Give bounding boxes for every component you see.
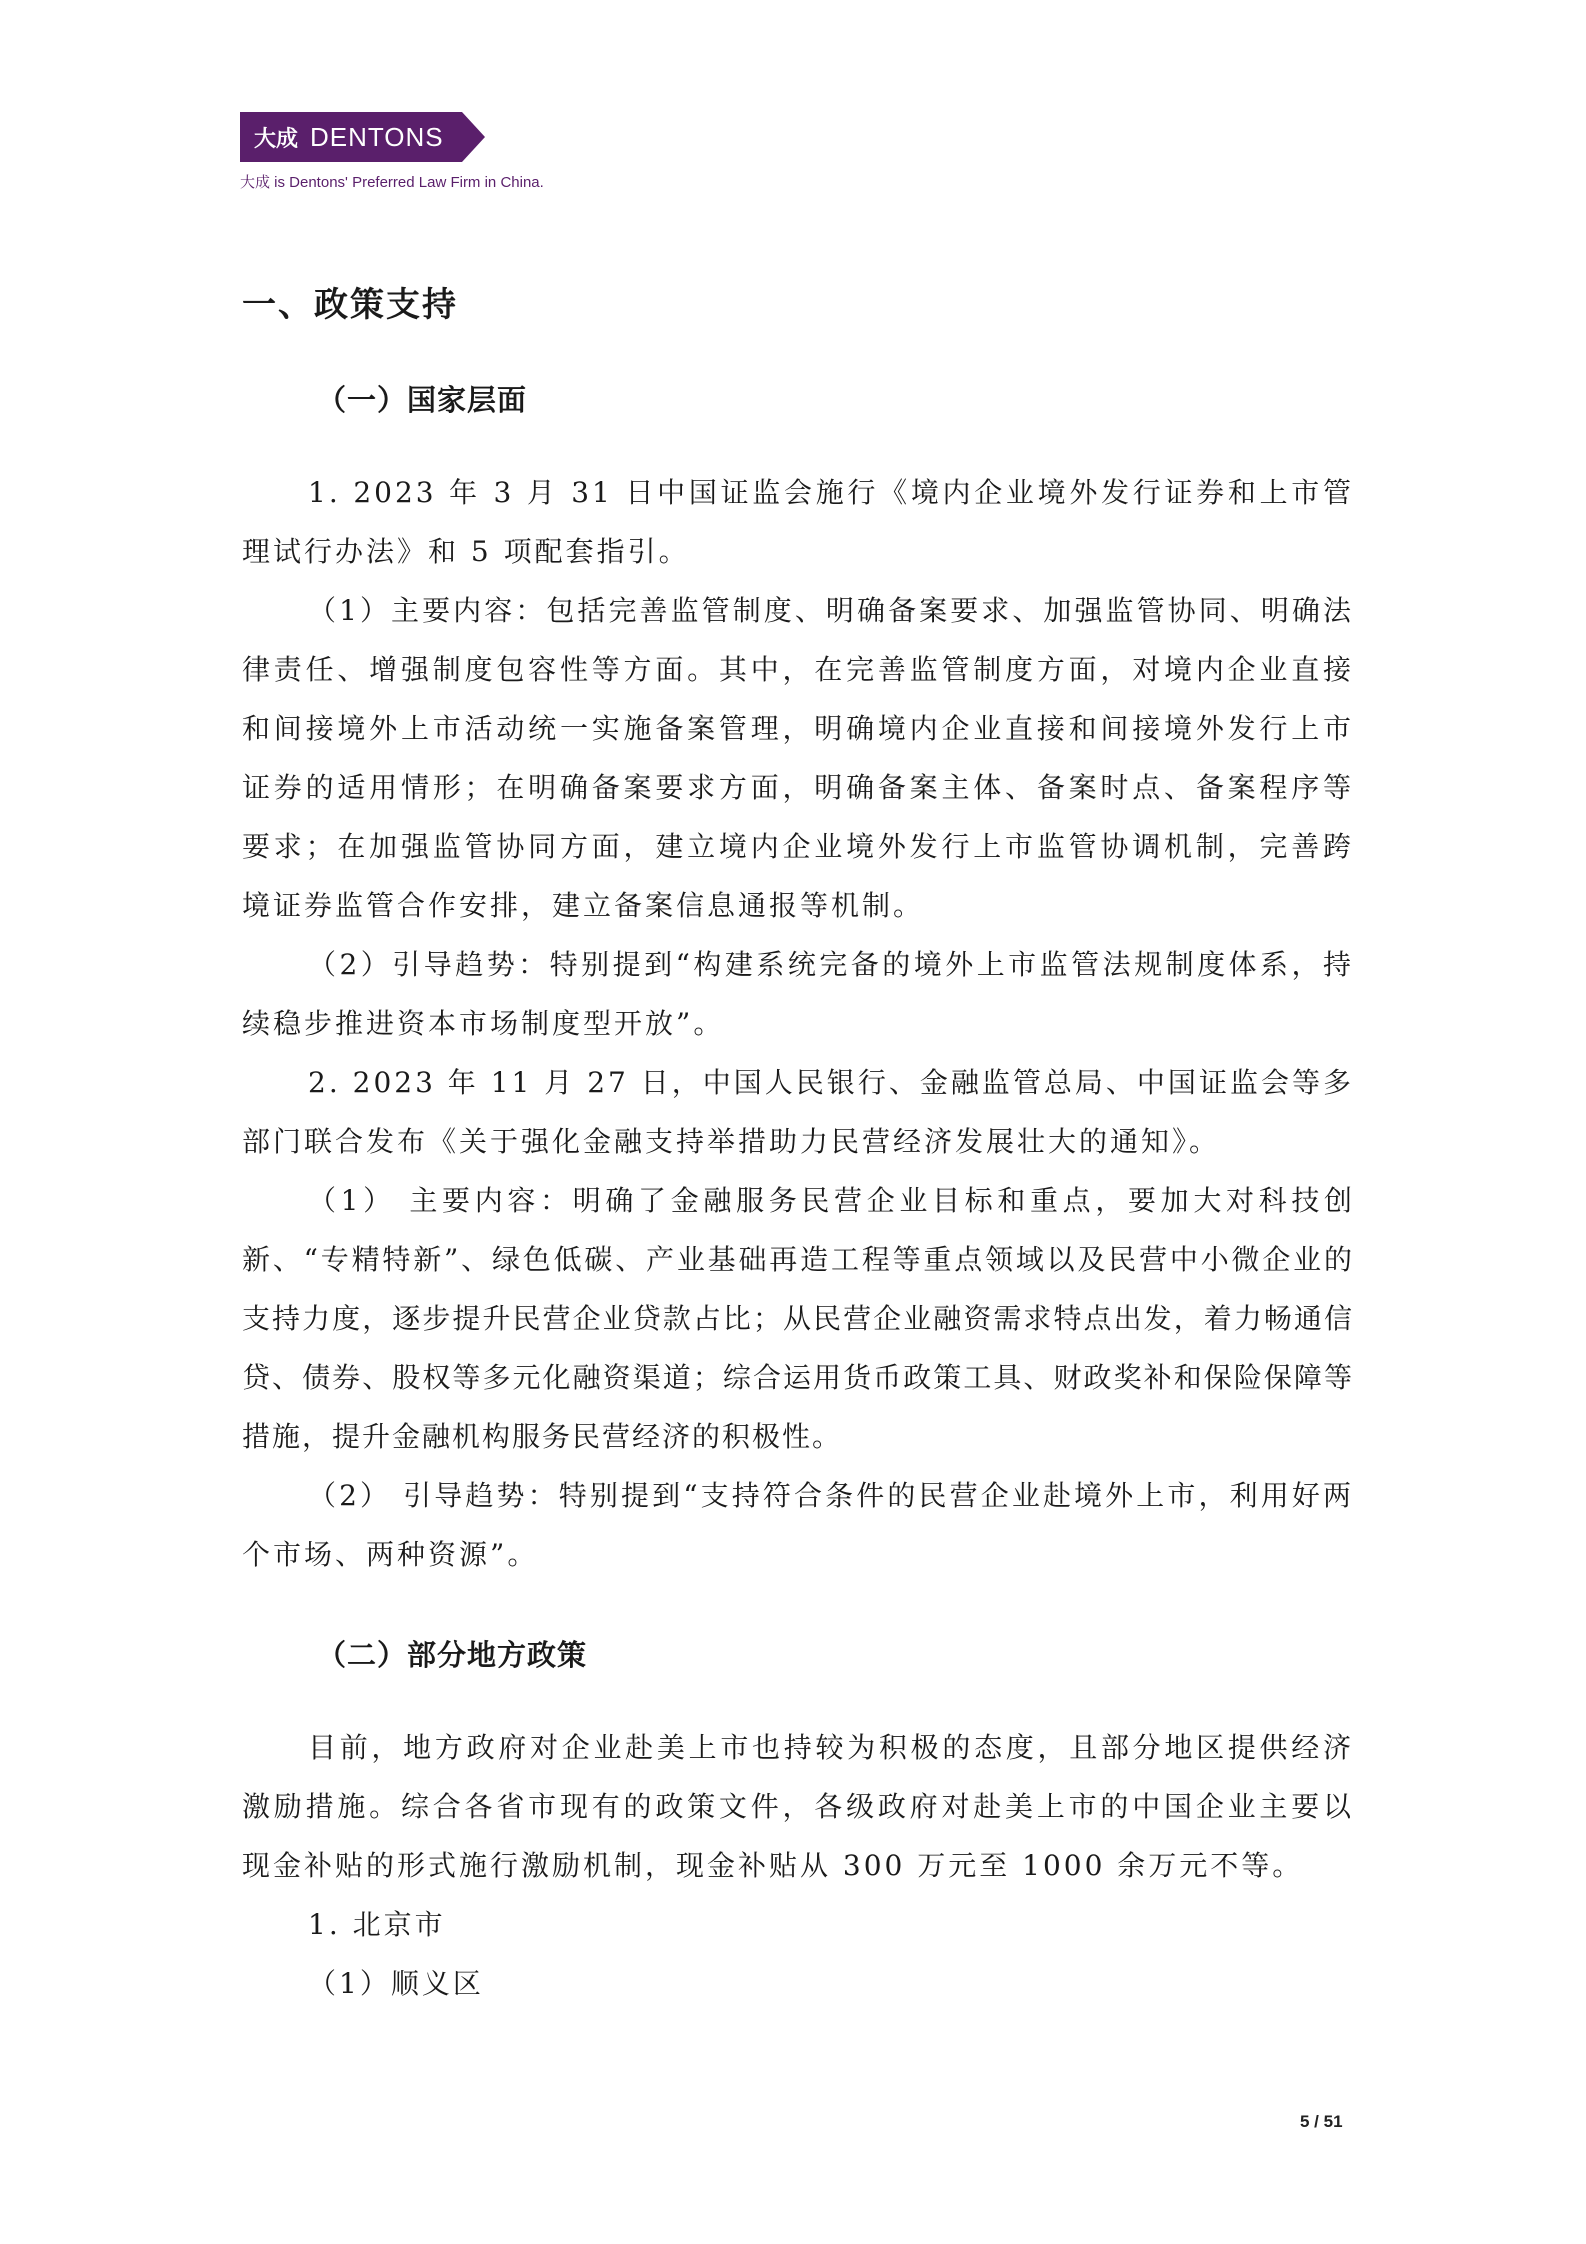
- subsection-title-national: （一）国家层面: [317, 383, 528, 417]
- document-body: [242, 280, 1354, 2013]
- logo-tagline: 大成 is Dentons' Preferred Law Firm in China.: [240, 174, 544, 191]
- paragraph: （1）主要内容：包括完善监管制度、明确备案要求、加强监管协同、明确法律责任、增强制度包容性等方面。其中，在完善监管制度方面，对境内企业直接和间接境外上市活动统一实施备案管理，明确境内企业直接和间接境外发行上市证券的适用情形；在明确备案要求方面，明确备案主体、备案时点、备案程序等要求；在加强监管协同方面，建立境内企业境外发行上市监管协调机制，完善跨境证券监管合作安排，建立备案信息通报等机制。: [242, 594, 1354, 922]
- logo-cn: 大成: [254, 127, 299, 152]
- paragraph: 目前，地方政府对企业赴美上市也持较为积极的态度，且部分地区提供经济激励措施。综合各省市现有的政策文件，各级政府对赴美上市的中国企业主要以现金补贴的形式施行激励机制，现金补贴从 300 万元至 1000 余万元不等。: [242, 1731, 1354, 1882]
- logo-en: DENTONS: [310, 122, 444, 152]
- list-item-beijing: 1. 北京市: [308, 1908, 446, 1941]
- paragraph: （2）引导趋势：特别提到“构建系统完备的境外上市监管法规制度体系，持续稳步推进资本市场制度型开放”。: [242, 948, 1354, 1040]
- paragraph: 2. 2023 年 11 月 27 日，中国人民银行、金融监管总局、中国证监会等多部门联合发布《关于强化金融支持举措助力民营经济发展壮大的通知》。: [242, 1066, 1354, 1158]
- dentons-logo: [240, 112, 485, 162]
- paragraph: 1. 2023 年 3 月 31 日中国证监会施行《境内企业境外发行证券和上市管理试行办法》和 5 项配套指引。: [242, 476, 1354, 568]
- page-number: 5 / 51: [1300, 2112, 1343, 2131]
- paragraph: （1） 主要内容：明确了金融服务民营企业目标和重点，要加大对科技创新、“专精特新”、绿色低碳、产业基础再造工程等重点领域以及民营中小微企业的支持力度，逐步提升民营企业贷款占比；从民营企业融资需求特点出发，着力畅通信贷、债券、股权等多元化融资渠道；综合运用货币政策工具、财政奖补和保险保障等措施，提升金融机构服务民营经济的积极性。: [242, 1184, 1354, 1453]
- subsection-title-local: （二）部分地方政策: [317, 1638, 588, 1672]
- list-item-shunyi: （1）顺义区: [308, 1967, 484, 2000]
- section-title: 一、政策支持: [242, 285, 458, 325]
- paragraph: （2） 引导趋势：特别提到“支持符合条件的民营企业赴境外上市，利用好两个市场、两种资源”。: [242, 1479, 1354, 1571]
